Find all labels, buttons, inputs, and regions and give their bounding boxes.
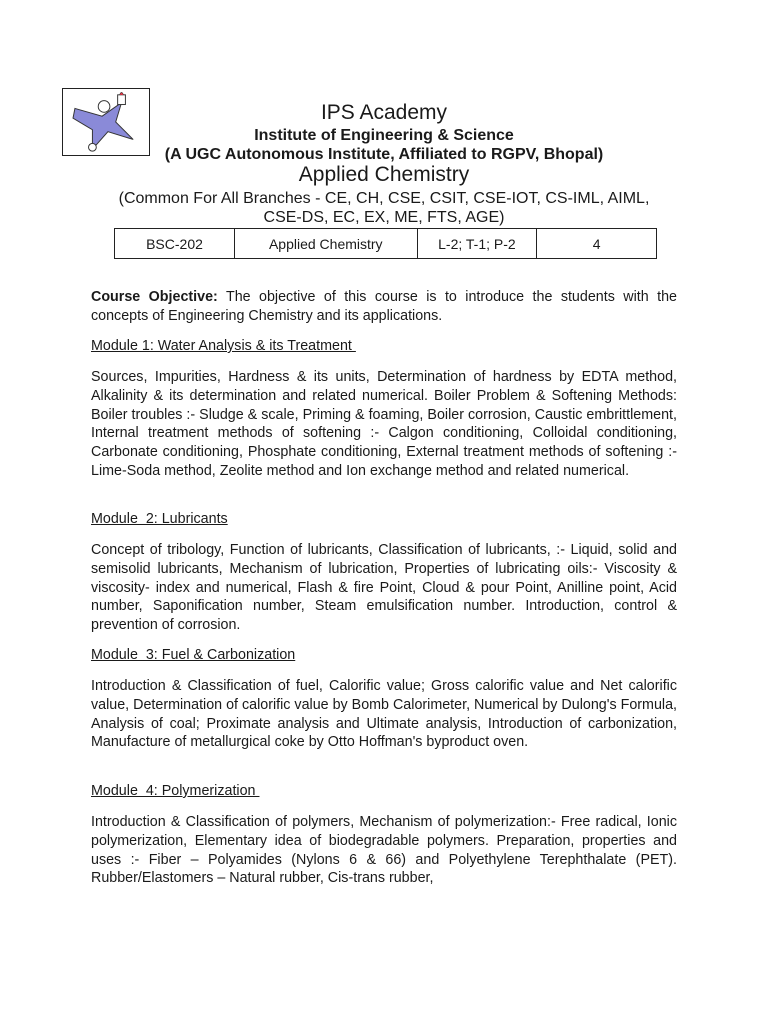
branches-line: (Common For All Branches - CE, CH, CSE, CSIT, CSE-IOT, CS-IML, AIML, CSE-DS, EC, EX, ME, FTS, AGE) bbox=[118, 190, 650, 226]
module-1-text: Sources, Impurities, Hardness & its units, Determination of hardness by EDTA method, Alkalinity & its determination and related numerical. Boiler Problem & Softening Methods: Boiler troubles :- Sludge & scale, Priming & foaming, Boiler corrosion, Caustic embrittlement, Internal treatment methods of softening :- Calgon conditioning, Colloidal conditioning, Carbonate conditioning, Phosphate conditioning, External treatment methods of softening :- Lime-Soda method, Zeolite method and Ion exchange method and related numerical. bbox=[91, 369, 677, 479]
ltp-cell: L-2; T-1; P-2 bbox=[417, 229, 537, 259]
subject-title: Applied Chemistry bbox=[298, 163, 470, 186]
module-4-heading: Module 4: Polymerization bbox=[91, 783, 260, 799]
objective-label: Course Objective: bbox=[91, 289, 218, 305]
course-name-cell: Applied Chemistry bbox=[234, 229, 417, 259]
module-1-heading: Module 1: Water Analysis & its Treatment bbox=[91, 338, 356, 354]
affiliation-line: (A UGC Autonomous Institute, Affiliated to RGPV, Bhopal) bbox=[164, 146, 604, 163]
objective-text: The objective of this course is to introduce the students with the concepts of Engineering Chemistry and its applications. bbox=[91, 289, 677, 324]
course-objective bbox=[91, 288, 677, 326]
course-code-table bbox=[114, 228, 657, 259]
table-row bbox=[115, 229, 657, 259]
module-4-text: Introduction & Classification of polymers, Mechanism of polymerization:- Free radical, Ionic polymerization, Elementary idea of biodegradable polymers. Preparation, properties and uses :- Fiber – Polyamides (Nylons 6 & 66) and Polyethylene Terephthalate (PET). Rubber/Elastomers – Natural rubber, Cis-trans rubber, bbox=[91, 814, 677, 887]
module-2-heading: Module 2: Lubricants bbox=[91, 511, 228, 527]
course-code-cell: BSC-202 bbox=[115, 229, 235, 259]
module-3-text: Introduction & Classification of fuel, Calorific value; Gross calorific value and Net calorific value, Determination of calorific value by Bomb Calorimeter, Numerical by Dulong's Formula, Analysis of coal; Proximate analysis and Ultimate analysis, Introduction of carbonization, Manufacture of metallurgical coke by Otto Hoffman's byproduct oven. bbox=[91, 678, 677, 751]
module-3-heading: Module 3: Fuel & Carbonization bbox=[91, 647, 296, 663]
module-2-text: Concept of tribology, Function of lubricants, Classification of lubricants, :- Liquid, solid and semisolid lubricants, Mechanism of lubrication, Properties of lubricating oils:- Viscosity & viscosity- index and numerical, Flash & fire Point, Cloud & pour Point, Anilline point, Acid number, Saponification number, Steam emulsification number. Introduction, control & prevention of corrosion. bbox=[91, 542, 677, 634]
credits-cell: 4 bbox=[537, 229, 657, 259]
institute-name: Institute of Engineering & Science bbox=[254, 127, 514, 144]
page-title: IPS Academy bbox=[320, 101, 448, 124]
